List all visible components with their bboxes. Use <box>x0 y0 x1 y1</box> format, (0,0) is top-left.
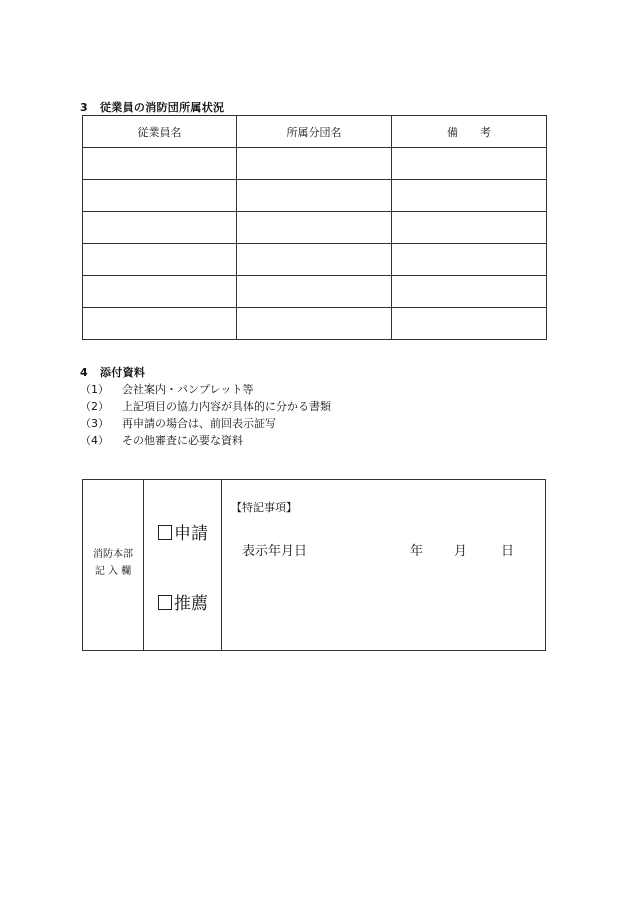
table-row <box>83 308 547 340</box>
attachment-text: その他審査に必要な資料 <box>122 434 243 447</box>
table-cell[interactable] <box>237 148 392 180</box>
apply-checkbox-label: 申請 <box>174 524 208 544</box>
section-3-number: 3 <box>80 101 88 114</box>
attachment-number: （4） <box>80 434 109 447</box>
table-cell[interactable] <box>237 244 392 276</box>
attachment-text: 上記項目の協力内容が具体的に分かる書類 <box>122 400 331 413</box>
table-cell[interactable] <box>237 212 392 244</box>
table-cell[interactable] <box>392 276 547 308</box>
table-cell[interactable] <box>83 244 237 276</box>
display-date-label: 表示年月日 <box>242 544 308 559</box>
checkbox-square-icon[interactable] <box>158 525 172 540</box>
attachment-number: （1） <box>80 383 109 396</box>
attachment-number: （3） <box>80 417 109 430</box>
table-header-row <box>83 116 547 148</box>
remarks-label: 【特記事項】 <box>231 501 297 514</box>
table-cell[interactable] <box>237 276 392 308</box>
attachment-number: （2） <box>80 400 109 413</box>
table-cell[interactable] <box>83 276 237 308</box>
recommend-checkbox-label: 推薦 <box>174 594 208 614</box>
section-3-title-text: 従業員の消防団所属状況 <box>100 101 225 114</box>
attachment-item <box>80 398 331 414</box>
table-cell[interactable] <box>237 180 392 212</box>
fire-department-label-cell <box>83 480 144 650</box>
header-branch-name: 所属分団名 <box>237 116 392 148</box>
apply-checkbox[interactable] <box>158 519 208 544</box>
header-remarks: 備 考 <box>392 116 547 148</box>
day-label: 日 <box>501 544 515 559</box>
table-row <box>83 244 547 276</box>
section-3-title <box>80 99 224 115</box>
attachment-item <box>80 415 276 431</box>
employee-membership-table <box>82 115 547 340</box>
table-row <box>83 276 547 308</box>
table-cell[interactable] <box>83 308 237 340</box>
checkbox-square-icon[interactable] <box>158 595 172 610</box>
section-4-title-text: 添付資料 <box>100 366 146 379</box>
recommend-checkbox[interactable] <box>158 589 208 614</box>
month-label: 月 <box>454 544 468 559</box>
attachment-text: 会社案内・パンプレット等 <box>122 383 254 396</box>
table-cell[interactable] <box>392 148 547 180</box>
year-label: 年 <box>410 544 424 559</box>
attachment-item <box>80 432 243 448</box>
fire-department-label-line2: 記 入 欄 <box>94 566 132 577</box>
table-row <box>83 148 547 180</box>
table-cell[interactable] <box>83 148 237 180</box>
section-4-title <box>80 364 145 380</box>
fire-department-entry-box <box>82 479 546 651</box>
table-cell[interactable] <box>83 212 237 244</box>
fire-department-label-line1: 消防本部 <box>93 549 133 560</box>
table-row <box>83 180 547 212</box>
section-4-number: 4 <box>80 366 88 379</box>
attachment-text: 再申請の場合は、前回表示証写 <box>122 417 276 430</box>
table-cell[interactable] <box>83 180 237 212</box>
application-type-cell <box>144 480 222 650</box>
table-cell[interactable] <box>392 212 547 244</box>
table-cell[interactable] <box>392 180 547 212</box>
table-row <box>83 212 547 244</box>
table-cell[interactable] <box>237 308 392 340</box>
header-employee-name: 従業員名 <box>83 116 237 148</box>
table-cell[interactable] <box>392 308 547 340</box>
attachment-item <box>80 381 253 397</box>
table-cell[interactable] <box>392 244 547 276</box>
